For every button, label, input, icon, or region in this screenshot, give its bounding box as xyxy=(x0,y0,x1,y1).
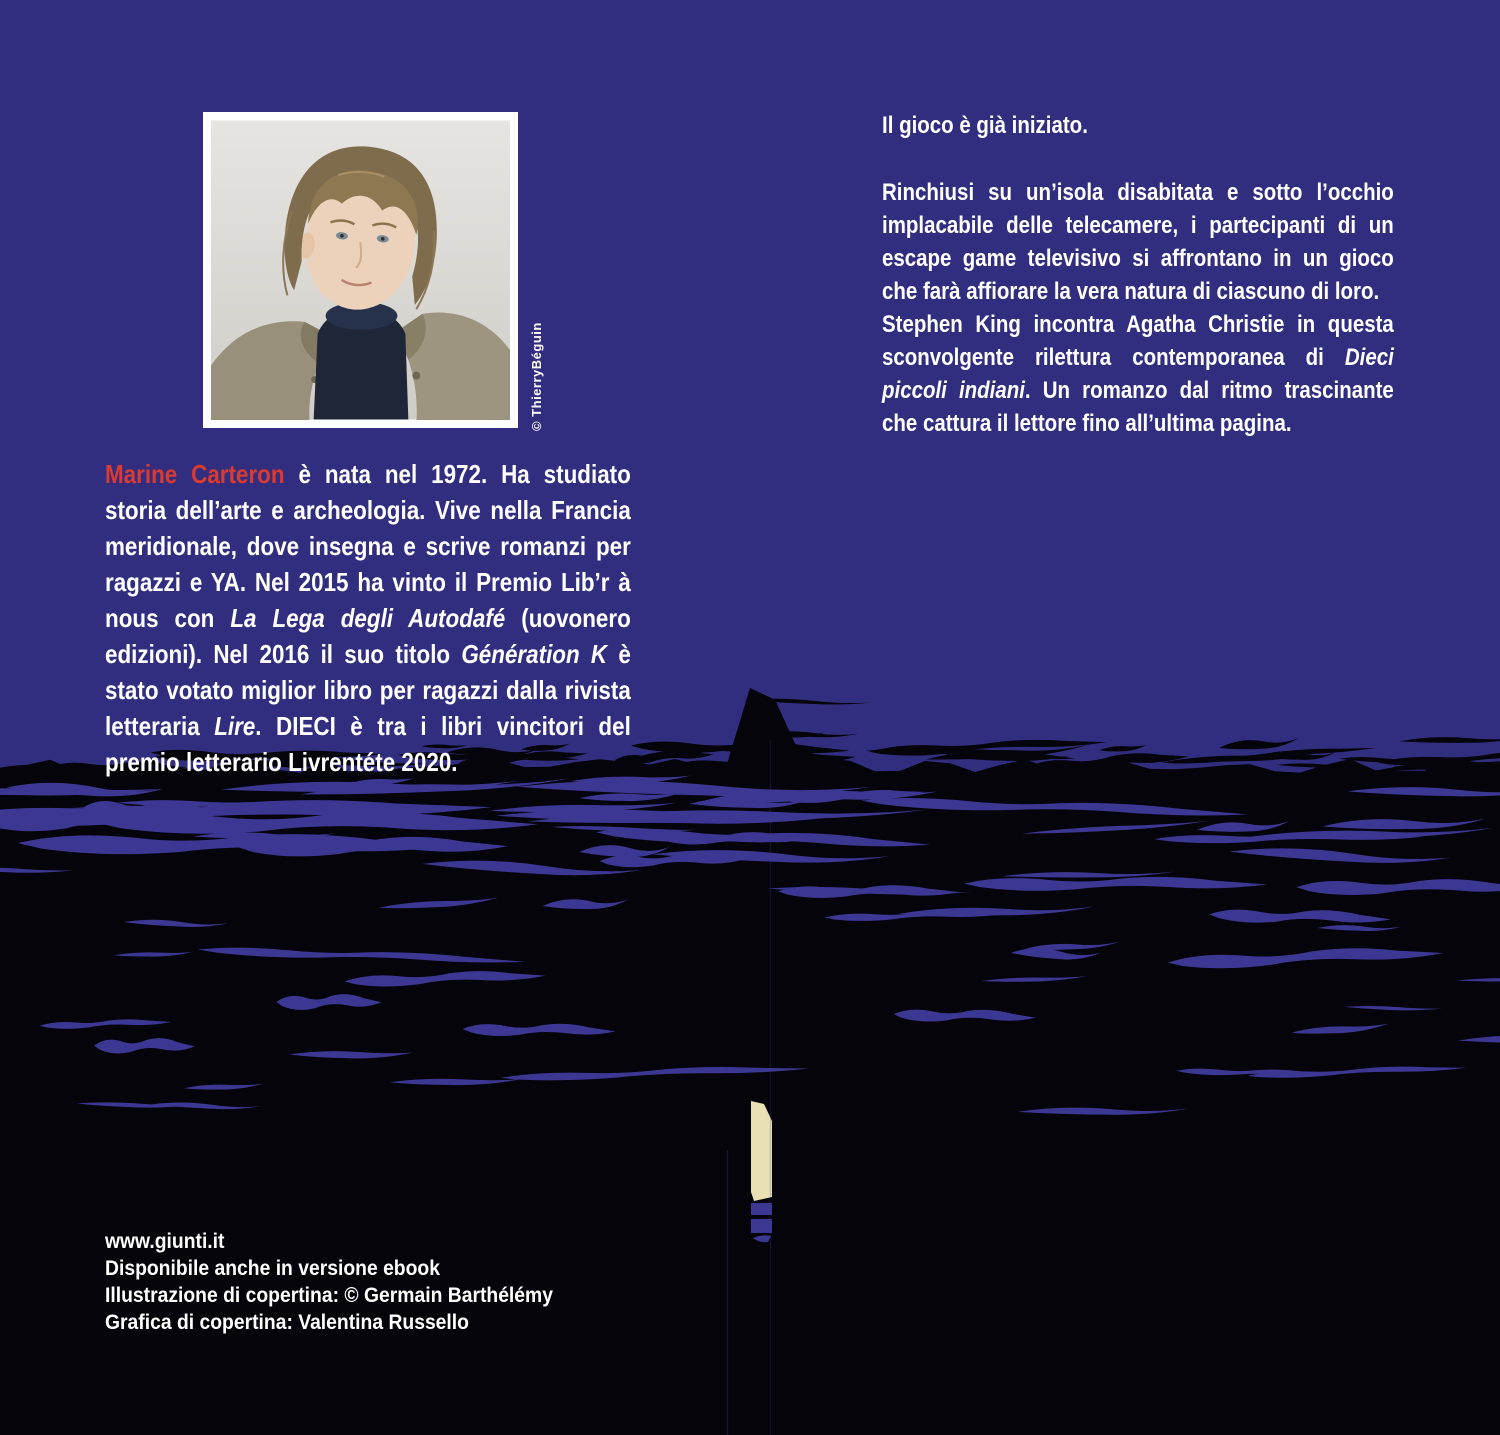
flap-paragraph: Rinchiusi su un’isola disabitata e sotto l’occhio implacabile delle telecamere, i partecipanti di un escape game televisivo si affrontano in un gioco che farà affiorare la vera natura di ciascuno di loro. xyxy=(882,179,1394,305)
flap-paragraph xyxy=(882,308,1394,440)
flap-lead-line: Il gioco è già iniziato. xyxy=(882,112,1088,139)
text-segment: Lire xyxy=(214,711,256,741)
front-cover-sliver-stripe xyxy=(751,1219,772,1233)
text-segment: Stephen King incontra Agatha Christie in questa sconvolgente rilettura contemporanea di xyxy=(882,311,1394,371)
credit-line: www.giunti.it xyxy=(105,1230,225,1253)
author-portrait xyxy=(211,120,510,420)
imprint-credits xyxy=(105,1228,553,1336)
author-bio-text xyxy=(105,456,631,780)
flap-blurb xyxy=(882,109,1394,440)
photo-credit: © ThierryBéguin xyxy=(529,322,544,431)
front-cover-sliver-sail xyxy=(751,1101,772,1201)
author-photo-frame xyxy=(203,112,518,428)
text-segment: . Un romanzo dal ritmo trascinante che cattura il lettore fino all’ultima pagina. xyxy=(882,377,1394,437)
author-bio xyxy=(105,456,631,780)
text-segment: La Lega degli Autodafé xyxy=(230,603,506,633)
credit-line: Disponibile anche in versione ebook xyxy=(105,1257,440,1280)
credit-line: Grafica di copertina: Valentina Russello xyxy=(105,1311,469,1334)
text-segment: (uovonero edizioni). Nel 2016 il suo titolo xyxy=(105,603,631,669)
text-segment: è nata nel 1972. Ha studiato storia dell’arte e archeologia. Vive nella Francia meridionale, dove insegna e scrive romanzi per ragazzi e YA. Nel 2015 ha vinto il Premio Lib’r à nous con xyxy=(105,459,631,633)
front-cover-sliver-stripe xyxy=(751,1203,772,1215)
text-segment: è stato votato miglior libro per ragazzi dalla rivista letteraria xyxy=(105,639,631,741)
text-segment: Marine Carteron xyxy=(105,459,285,489)
wave-streak xyxy=(1219,737,1300,752)
text-segment: Génération K xyxy=(461,639,608,669)
wave-streak xyxy=(1399,736,1500,743)
jacket-stud xyxy=(412,372,420,380)
wave-streak xyxy=(1099,745,1147,752)
text-segment: . DIECI è tra i libri vincitori del premio letterario Livrentéte 2020. xyxy=(105,711,631,777)
text-segment: Dieci piccoli indiani xyxy=(882,344,1394,404)
credit-line: Illustrazione di copertina: © Germain Barthélémy xyxy=(105,1284,553,1307)
